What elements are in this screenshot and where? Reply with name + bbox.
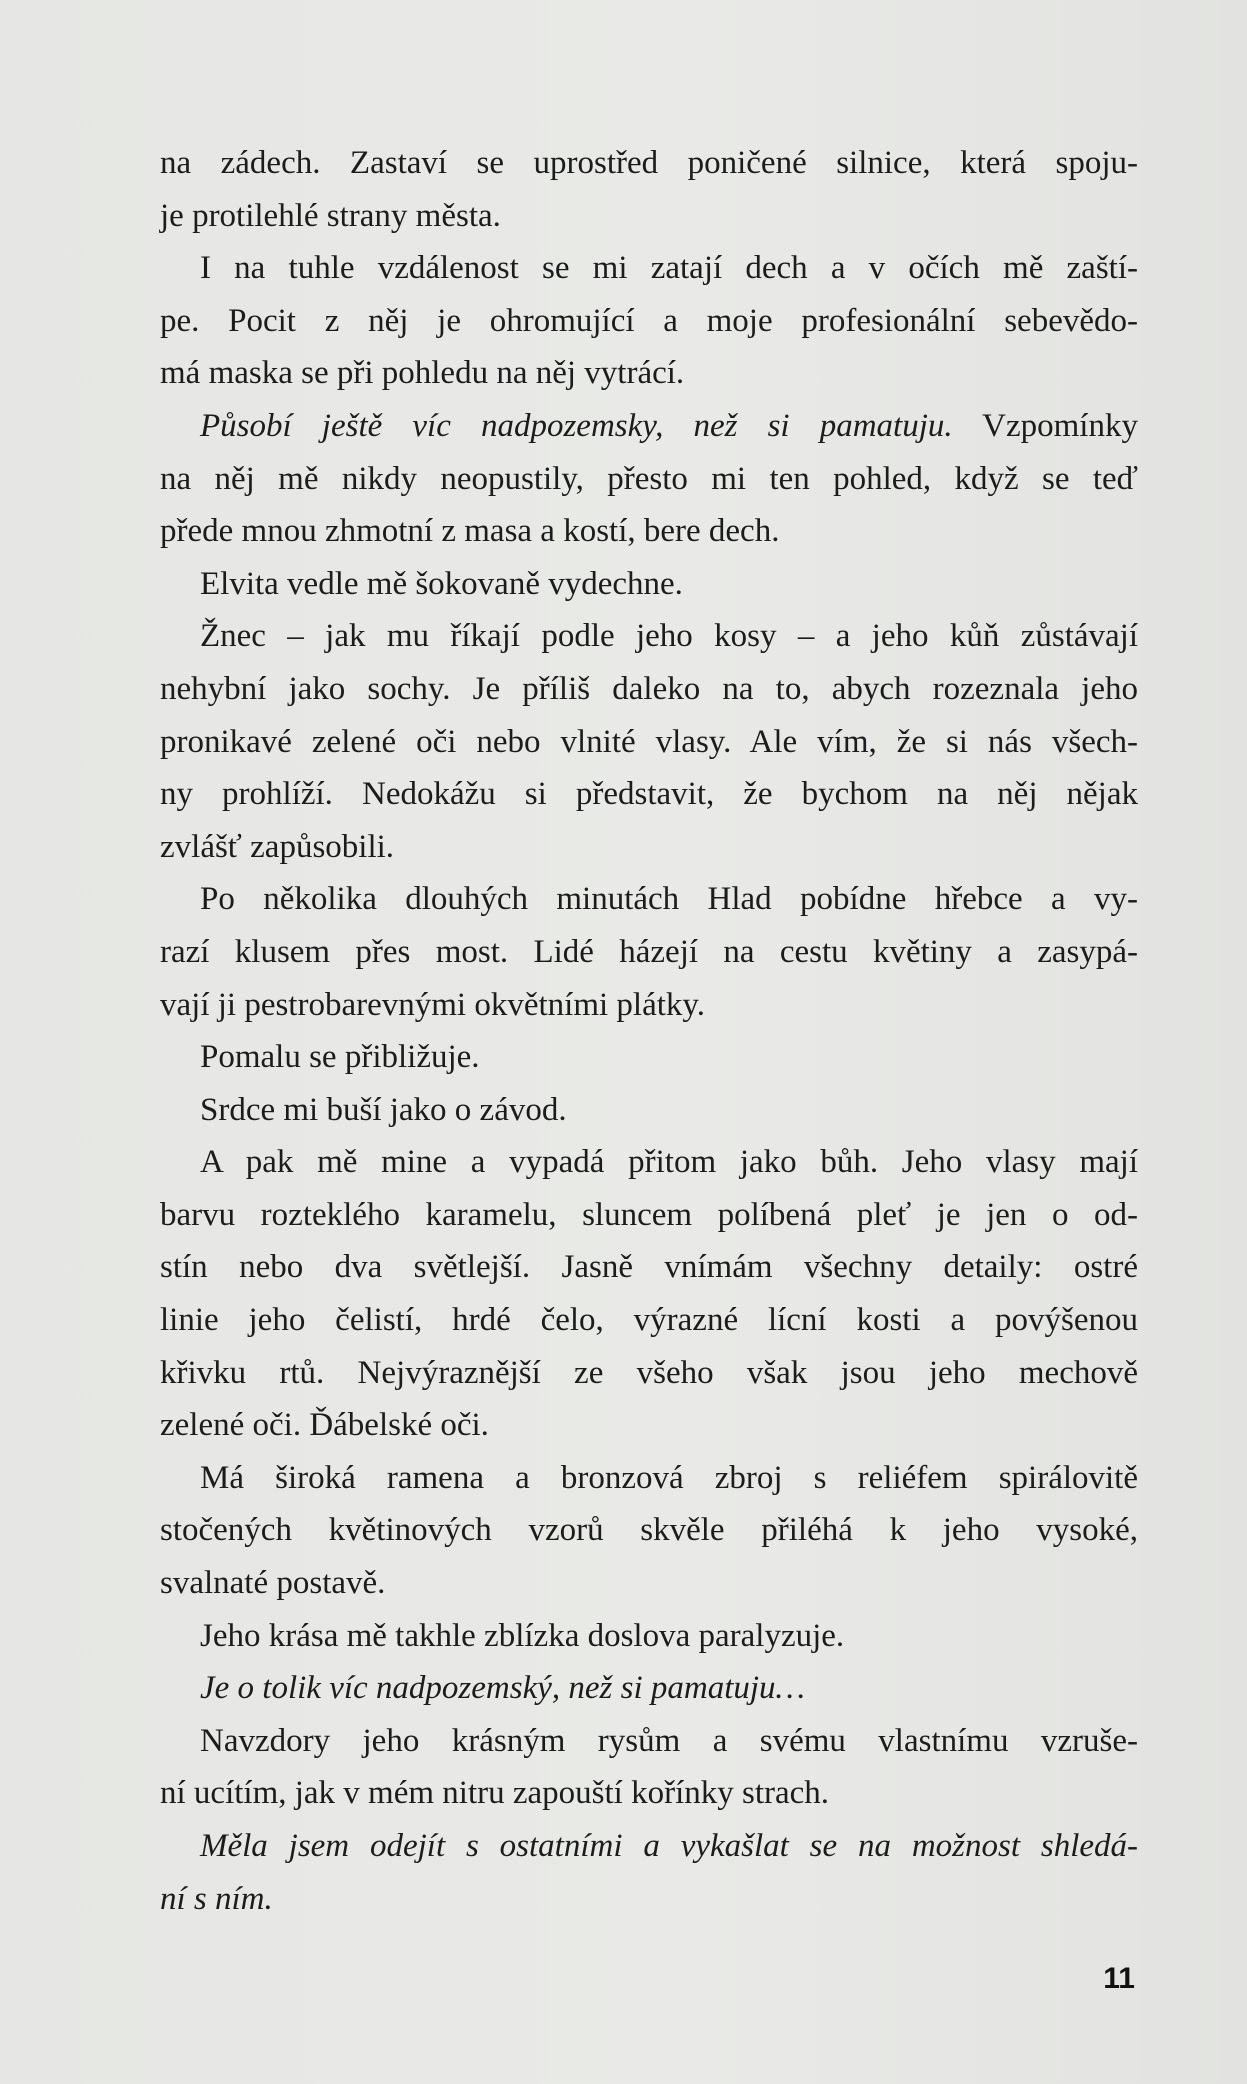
text-line: Srdce mi buší jako o závod. [200, 1091, 567, 1128]
paragraph [160, 610, 1138, 873]
paragraph [160, 1031, 1138, 1084]
text-line: přede mnou zhmotní z masa a kostí, bere dech. [160, 513, 780, 550]
italic-phrase: Působí ještě víc nadpozemsky, než si pamatuju. [200, 407, 953, 444]
text-line: A pak mě mine a vypadá přitom jako bůh. Jeho vlasy mají [200, 1144, 1138, 1181]
paragraph [160, 1662, 1138, 1715]
paragraph [160, 873, 1138, 1031]
text-line: svalnaté postavě. [160, 1565, 386, 1602]
text-line: Pomalu se přibližuje. [200, 1039, 480, 1076]
text-line: ní ucítím, jak v mém nitru zapouští kořínky strach. [160, 1775, 830, 1812]
text-line: Elvita vedle mě šokovaně vydechne. [200, 565, 683, 602]
text-line: křivku rtů. Nejvýraznější ze všeho však jsou jeho mechově [160, 1354, 1138, 1391]
text-line: Působí ještě víc nadpozemsky, než si pamatuju. Vzpomínky [200, 407, 1138, 444]
text-line: ny prohlíží. Nedokážu si představit, že bychom na něj nějak [160, 776, 1138, 813]
text-line: ní s ním. [160, 1880, 273, 1917]
paragraph [160, 1136, 1138, 1452]
text-line: I na tuhle vzdálenost se mi zatají dech a v očích mě zaští- [200, 250, 1138, 287]
paragraph [160, 1715, 1138, 1820]
text-line: Po několika dlouhých minutách Hlad pobídne hřebce a vy- [200, 881, 1138, 918]
body-text [160, 137, 1138, 1925]
text-line: nehybní jako sochy. Je příliš daleko na to, abych rozeznala jeho [160, 670, 1138, 707]
text-line: Jeho krása mě takhle zblízka doslova paralyzuje. [200, 1617, 845, 1654]
paragraph [160, 137, 1138, 242]
paragraph [160, 1084, 1138, 1137]
paragraph [160, 242, 1138, 400]
text-line: na zádech. Zastaví se uprostřed poničené silnice, která spoju- [160, 145, 1138, 181]
paragraph [160, 1610, 1138, 1663]
page-number: 11 [1103, 1962, 1135, 1995]
text-line: vají ji pestrobarevnými okvětními plátky. [160, 986, 705, 1023]
text-line: linie jeho čelistí, hrdé čelo, výrazné lícní kosti a povýšenou [160, 1302, 1138, 1339]
text-line: Je o tolik víc nadpozemský, než si pamatuju… [200, 1670, 805, 1707]
text-line: na něj mě nikdy neopustily, přesto mi ten pohled, když se teď [160, 460, 1138, 497]
text-line: stín nebo dva světlejší. Jasně vnímám všechny detaily: ostré [160, 1249, 1138, 1286]
text-line: Žnec – jak mu říkají podle jeho kosy – a jeho kůň zůstávají [200, 618, 1138, 655]
text-line: barvu rozteklého karamelu, sluncem políbená pleť je jen o od- [160, 1196, 1138, 1233]
text-line: Měla jsem odejít s ostatními a vykašlat se na možnost shledá- [200, 1828, 1138, 1864]
text-line: má maska se při pohledu na něj vytrácí. [160, 355, 685, 392]
text-line: Má široká ramena a bronzová zbroj s reliéfem spirálovitě [200, 1459, 1138, 1496]
text-line: zvlášť zapůsobili. [160, 828, 395, 865]
text-line: stočených květinových vzorů skvěle přiléhá k jeho vysoké, [160, 1512, 1138, 1549]
text-line: zelené oči. Ďábelské oči. [160, 1407, 489, 1444]
paragraph [160, 558, 1138, 611]
paragraph [160, 400, 1138, 558]
text-line: razí klusem přes most. Lidé házejí na cestu květiny a zasypá- [160, 933, 1138, 970]
paragraph [160, 1452, 1138, 1610]
text-line: pronikavé zelené oči nebo vlnité vlasy. Ale vím, že si nás všech- [160, 723, 1138, 760]
paragraph [160, 1820, 1138, 1925]
text-line: Navzdory jeho krásným rysům a svému vlastnímu vzruše- [200, 1722, 1138, 1759]
text-line: je protilehlé strany města. [160, 197, 501, 234]
text-line: pe. Pocit z něj je ohromující a moje profesionální sebevědo- [160, 302, 1138, 339]
